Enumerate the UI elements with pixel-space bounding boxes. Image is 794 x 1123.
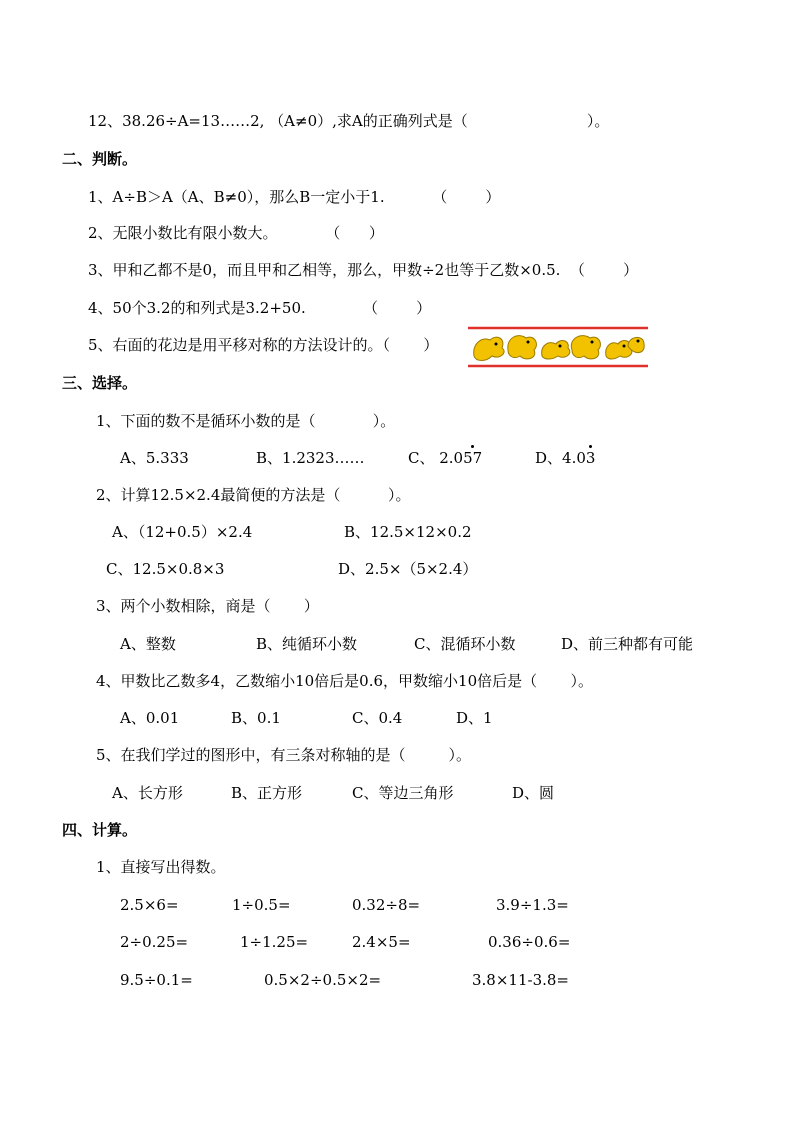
question-12: 12、38.26÷A=13……2, （A≠0）,求A的正确列式是（ ）。 [88, 112, 610, 130]
calc-item: 9.5÷0.1= [120, 971, 193, 989]
choice-q2-option-a: A、（12+0.5）×2.4 [112, 523, 253, 541]
choice-q5-option-b: B、正方形 [231, 784, 303, 802]
choice-q2-option-d: D、2.5×（5×2.4） [338, 560, 478, 578]
choice-q5: 5、在我们学过的图形中，有三条对称轴的是（ ）。 [96, 746, 471, 764]
choice-q3-option-b: B、纯循环小数 [256, 635, 358, 653]
judge-item-5: 5、右面的花边是用平移对称的方法设计的。（ ） [88, 336, 439, 354]
option-c-repeating-digits: 57 [463, 449, 483, 467]
choice-q5-option-d: D、圆 [512, 784, 555, 802]
section-3-title: 三、选择。 [62, 374, 138, 392]
judge-item-3: 3、甲和乙都不是0，而且甲和乙相等，那么，甲数÷2也等于乙数×0.5. （ ） [88, 261, 639, 279]
choice-q4-option-c: C、0.4 [352, 709, 403, 727]
choice-q1-option-b: B、1.2323…… [256, 449, 365, 467]
choice-q4: 4、甲数比乙数多4，乙数缩小10倍后是0.6，甲数缩小10倍后是（ ）。 [96, 672, 593, 690]
choice-q1: 1、下面的数不是循环小数的是（ ）。 [96, 412, 396, 430]
calc-item: 1÷1.25= [240, 933, 309, 951]
judge-item-4: 4、50个3.2的和列式是3.2+50. （ ） [88, 299, 432, 317]
choice-q3: 3、两个小数相除，商是（ ） [96, 597, 319, 615]
choice-q3-option-a: A、整数 [120, 635, 176, 653]
option-d-repeating-digit: 3 [585, 449, 596, 467]
choice-q2-option-b: B、12.5×12×0.2 [344, 523, 472, 541]
section-4-title: 四、计算。 [62, 821, 138, 839]
flower-border-image [468, 326, 648, 368]
calc-item: 0.5×2÷0.5×2= [264, 971, 382, 989]
choice-q5-option-a: A、长方形 [112, 784, 183, 802]
judge-item-2: 2、无限小数比有限小数大。 （ ） [88, 224, 384, 242]
calc-item: 3.9÷1.3= [496, 896, 569, 914]
choice-q4-option-d: D、1 [456, 709, 493, 727]
calc-item: 2.4×5= [352, 933, 411, 951]
choice-q4-option-b: B、0.1 [231, 709, 281, 727]
choice-q4-option-a: A、0.01 [120, 709, 180, 727]
choice-q5-option-c: C、等边三角形 [352, 784, 454, 802]
calc-item: 2÷0.25= [120, 933, 189, 951]
choice-q1-option-c [408, 448, 482, 468]
calc-item: 2.5×6= [120, 896, 179, 914]
choice-q3-option-c: C、混循环小数 [414, 635, 516, 653]
judge-item-1: 1、A÷B＞A（A、B≠0），那么B一定小于1. （ ） [88, 188, 501, 206]
calc-item: 3.8×11-3.8= [472, 971, 570, 989]
option-c-prefix: C、 2.0 [408, 449, 464, 467]
section-2-title: 二、判断。 [62, 150, 138, 168]
calc-q1: 1、直接写出得数。 [96, 858, 226, 876]
calc-item: 1÷0.5= [232, 896, 291, 914]
choice-q1-option-a: A、5.333 [120, 449, 189, 467]
calc-item: 0.32÷8= [352, 896, 421, 914]
calc-item: 0.36÷0.6= [488, 933, 571, 951]
choice-q1-option-d [535, 448, 595, 468]
choice-q2: 2、计算12.5×2.4最简便的方法是（ ）。 [96, 486, 411, 504]
choice-q2-option-c: C、12.5×0.8×3 [106, 560, 225, 578]
choice-q3-option-d: D、前三种都有可能 [561, 635, 694, 653]
option-d-prefix: D、4.0 [535, 449, 586, 467]
